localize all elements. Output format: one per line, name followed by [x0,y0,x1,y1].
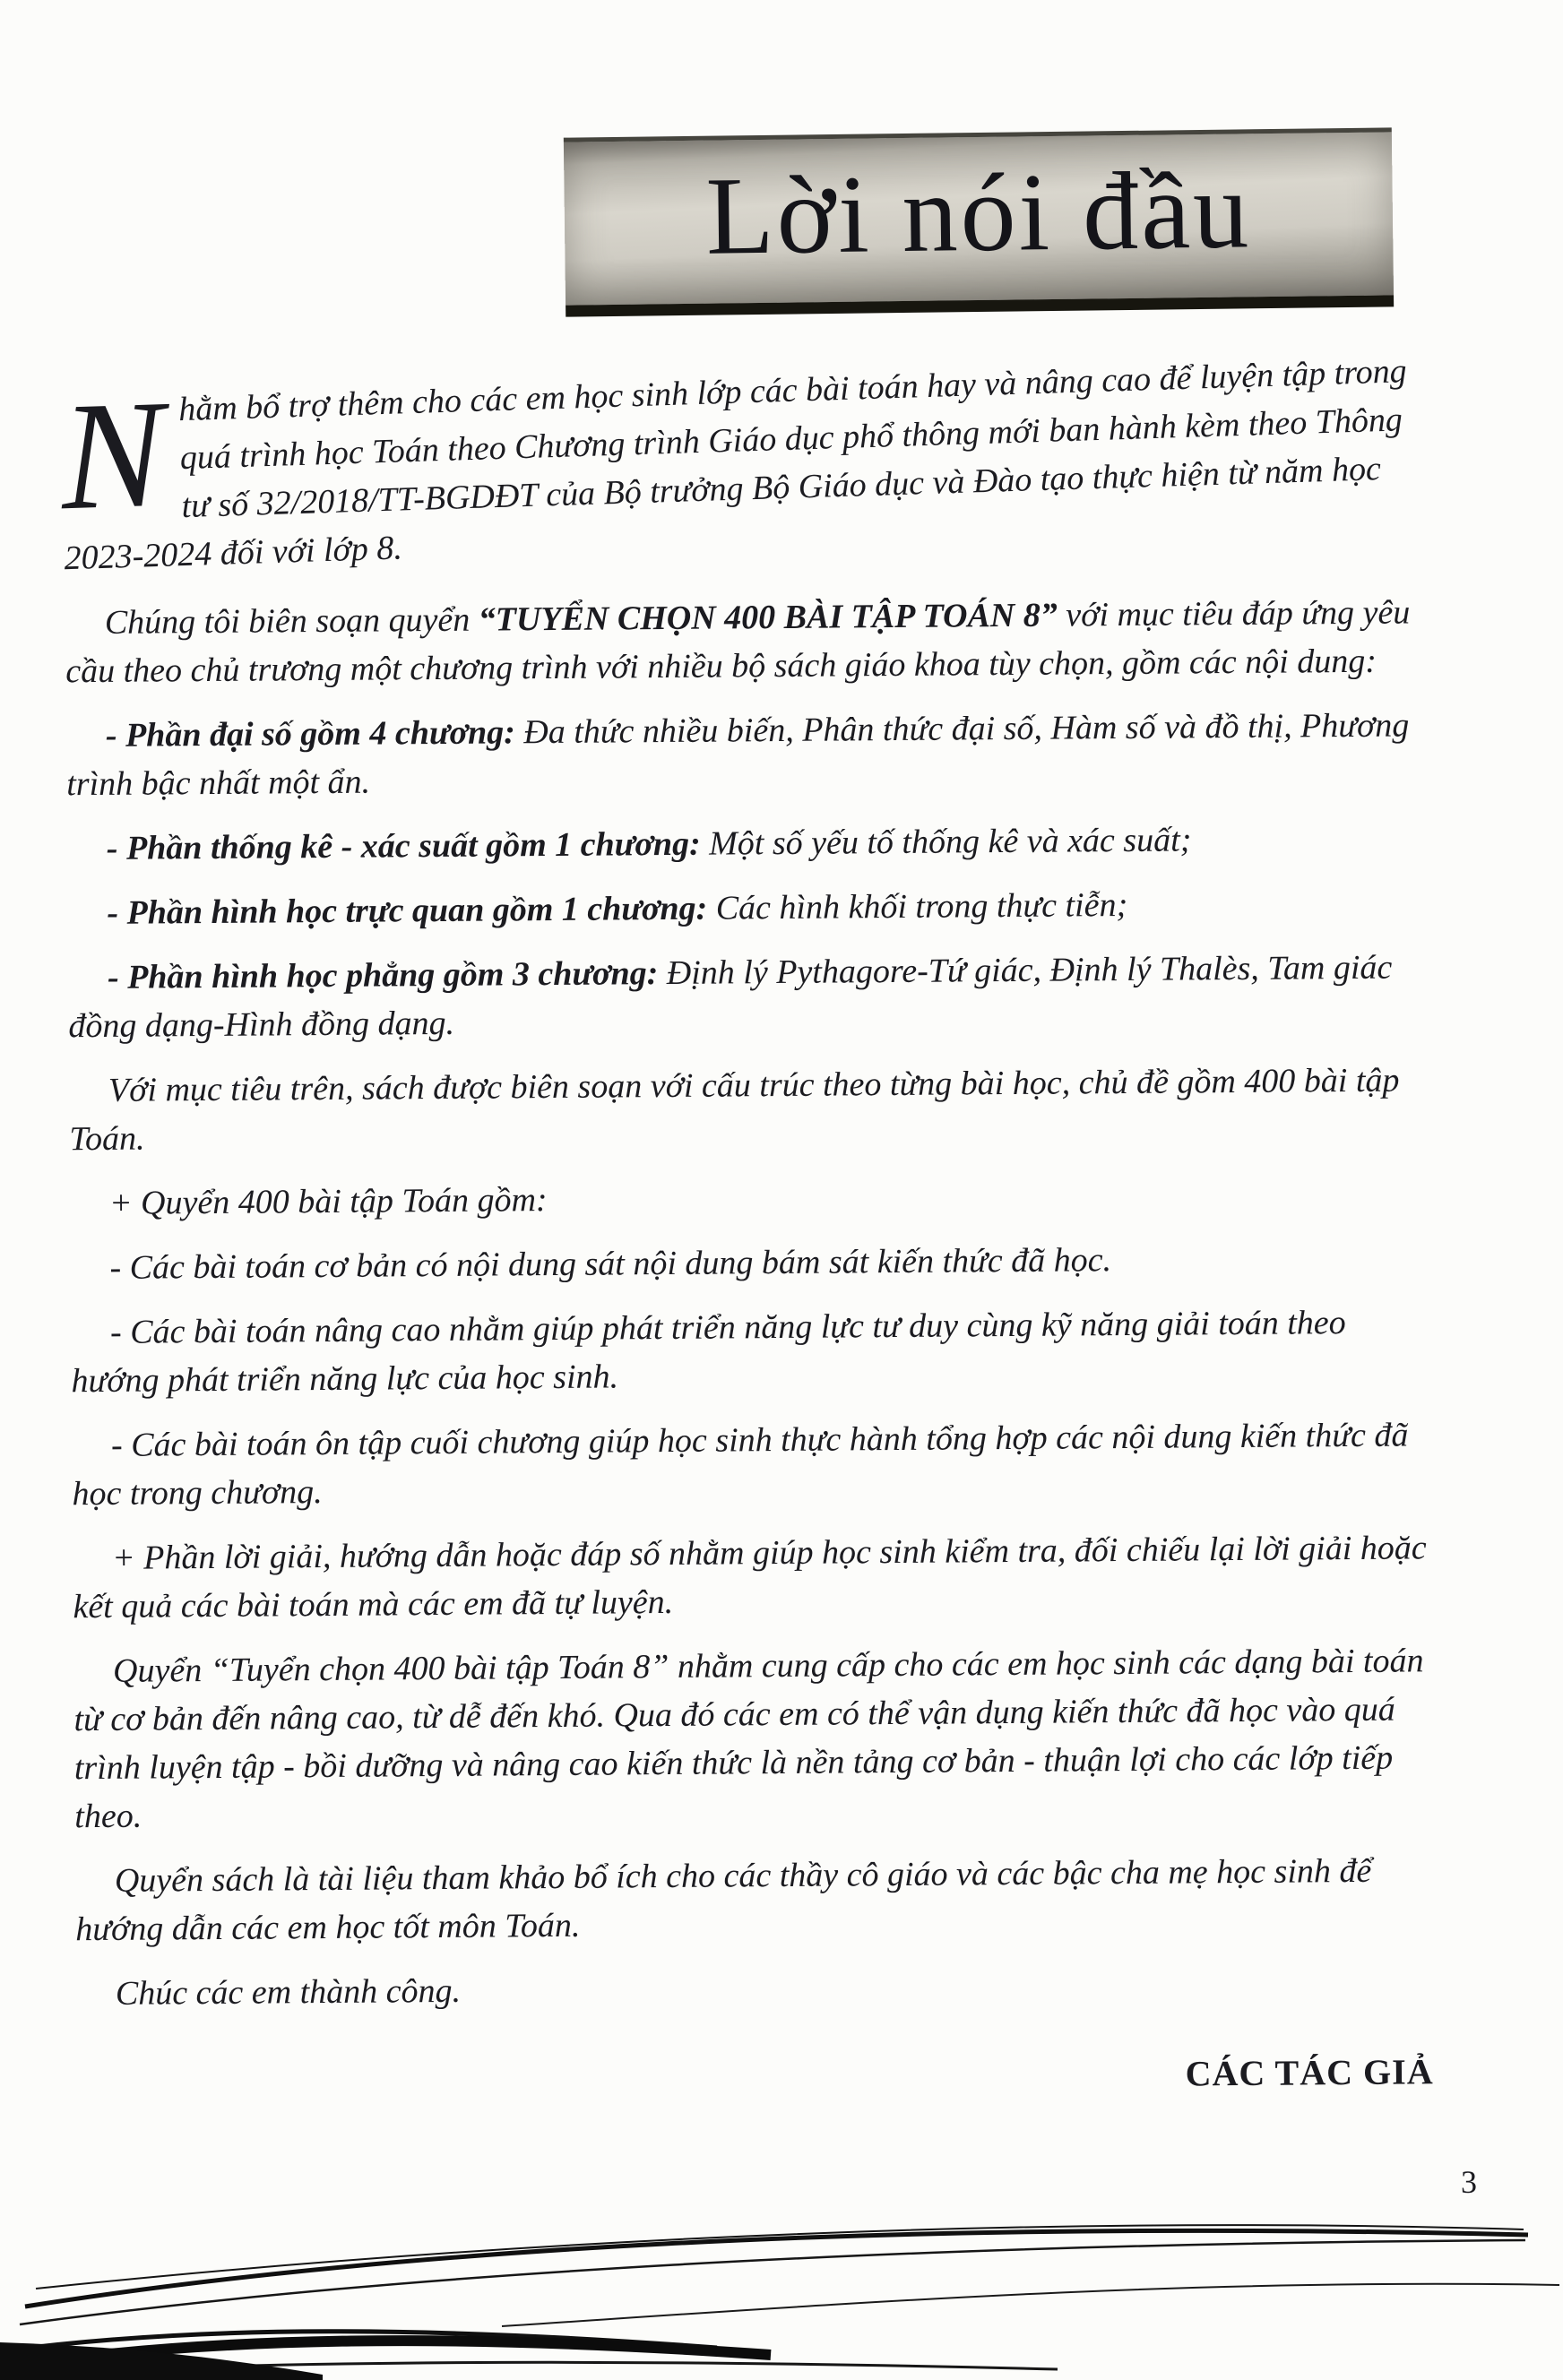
paragraph-text: Quyển “Tuyển chọn 400 bài tập Toán 8” nhằm cung cấp cho các em học sinh các dạng bài toán từ cơ bản đến nâng cao, từ dễ đến khó. Qua đó các em có thể vận dụng kiến thức đã học vào quá trình luyện tập - bồi dưỡng và nâng cao kiến thức là nền tảng cơ bản - thuận lợi cho các lớp tiếp theo. [73,1642,1424,1836]
intro-paragraph [59,347,1421,582]
intro-text: hằm bổ trợ thêm cho các em học sinh lớp các bài toán hay và nâng cao để luyện tập trong quá trình học Toán theo Chương trình Giáo dục phổ thông mới ban hành kèm theo Thông tư số 32/2018/TT-BGDĐT của Bộ trưởng Bộ Giáo dục và Đào tạo thực hiện từ năm học 2023-2024 đối với lớp 8. [63,352,1408,578]
paragraph [69,1056,1427,1163]
paragraph [66,701,1424,808]
paragraph-text: với mục tiêu đáp ứng yêu cầu theo chủ trương một chương trình với nhiều bộ sách giáo khoa tùy chọn, gồm các nội dung: [65,593,1411,691]
page-title: Lời nói đầu [704,148,1252,278]
paragraph [65,588,1423,695]
decorative-waves-graphic [0,2192,1563,2380]
title-banner [564,127,1394,316]
paragraph [70,1233,1427,1292]
paragraph-text: - Các bài toán nâng cao nhằm giúp phát triển năng lực tư duy cùng kỹ năng giải toán theo hướng phát triển năng lực của học sinh. [71,1304,1346,1401]
paragraph-text: Chúng tôi biên soạn quyển [104,600,479,642]
paragraph-text: + Phần lời giải, hướng dẫn hoặc đáp số nhằm giúp học sinh kiểm tra, đối chiếu lại lời giải hoặc kết quả các bài toán mà các em đã tự luyện. [73,1529,1427,1626]
paragraph-text: + Quyển 400 bài tập Toán gồm: [108,1181,548,1222]
paragraph [73,1636,1432,1841]
dropcap-letter: N [58,368,167,543]
paragraph-bold-text: “TUYỂN CHỌN 400 BÀI TẬP TOÁN 8” [478,596,1058,639]
paragraph [70,1168,1427,1228]
page-number: 3 [1461,2164,1477,2200]
paragraph-text: Định lý Pythagore-Tứ giác, Định lý Thalès, Tam giác đồng dạng-Hình đồng dạng. [68,948,1393,1046]
paragraph [73,1523,1430,1631]
paragraph-text: Quyển sách là tài liệu tham khảo bổ ích cho các thầy cô giáo và các bậc cha mẹ học sinh để hướng dẫn các em học tốt môn Toán. [75,1851,1372,1949]
paragraph-text: - Các bài toán ôn tập cuối chương giúp học sinh thực hành tổng hợp các nội dung kiến thức đã học trong chương. [72,1416,1409,1513]
paragraph-text: Các hình khối trong thực tiễn; [715,885,1128,927]
paragraph-text: Với mục tiêu trên, sách được biên soạn với cấu trúc theo từng bài học, chủ đề gồm 400 bài tập Toán. [69,1061,1400,1159]
authors-signature: CÁC TÁC GIẢ [1185,2051,1434,2094]
content [0,306,1563,2108]
paragraph-bold-text: - Phần hình học phẳng gồm 3 chương: [107,953,667,996]
paragraph [68,943,1426,1050]
paragraph-text: - Các bài toán cơ bản có nội dung sát nội dung bám sát kiến thức đã học. [109,1241,1112,1287]
paragraph [67,814,1424,873]
paragraph [75,1846,1433,1953]
paragraph-text: Một số yếu tố thống kê và xác suất; [708,821,1192,863]
paragraph-text: Chúc các em thành công. [115,1971,462,2013]
paragraph [67,878,1424,937]
paragraph-bold-text: - Phần đại số gồm 4 chương: [105,713,524,755]
paragraph [71,1298,1429,1405]
paragraph-bold-text: - Phần thống kê - xác suất gồm 1 chương: [106,824,710,867]
paragraph-list [65,588,1433,2018]
paragraph [72,1410,1429,1518]
paragraph-bold-text: - Phần hình học trực quan gồm 1 chương: [107,889,716,932]
paragraph-text: Đa thức nhiều biến, Phân thức đại số, Hàm số và đồ thị, Phương trình bậc nhất một ẩn. [66,706,1410,804]
paragraph [76,1959,1433,2018]
